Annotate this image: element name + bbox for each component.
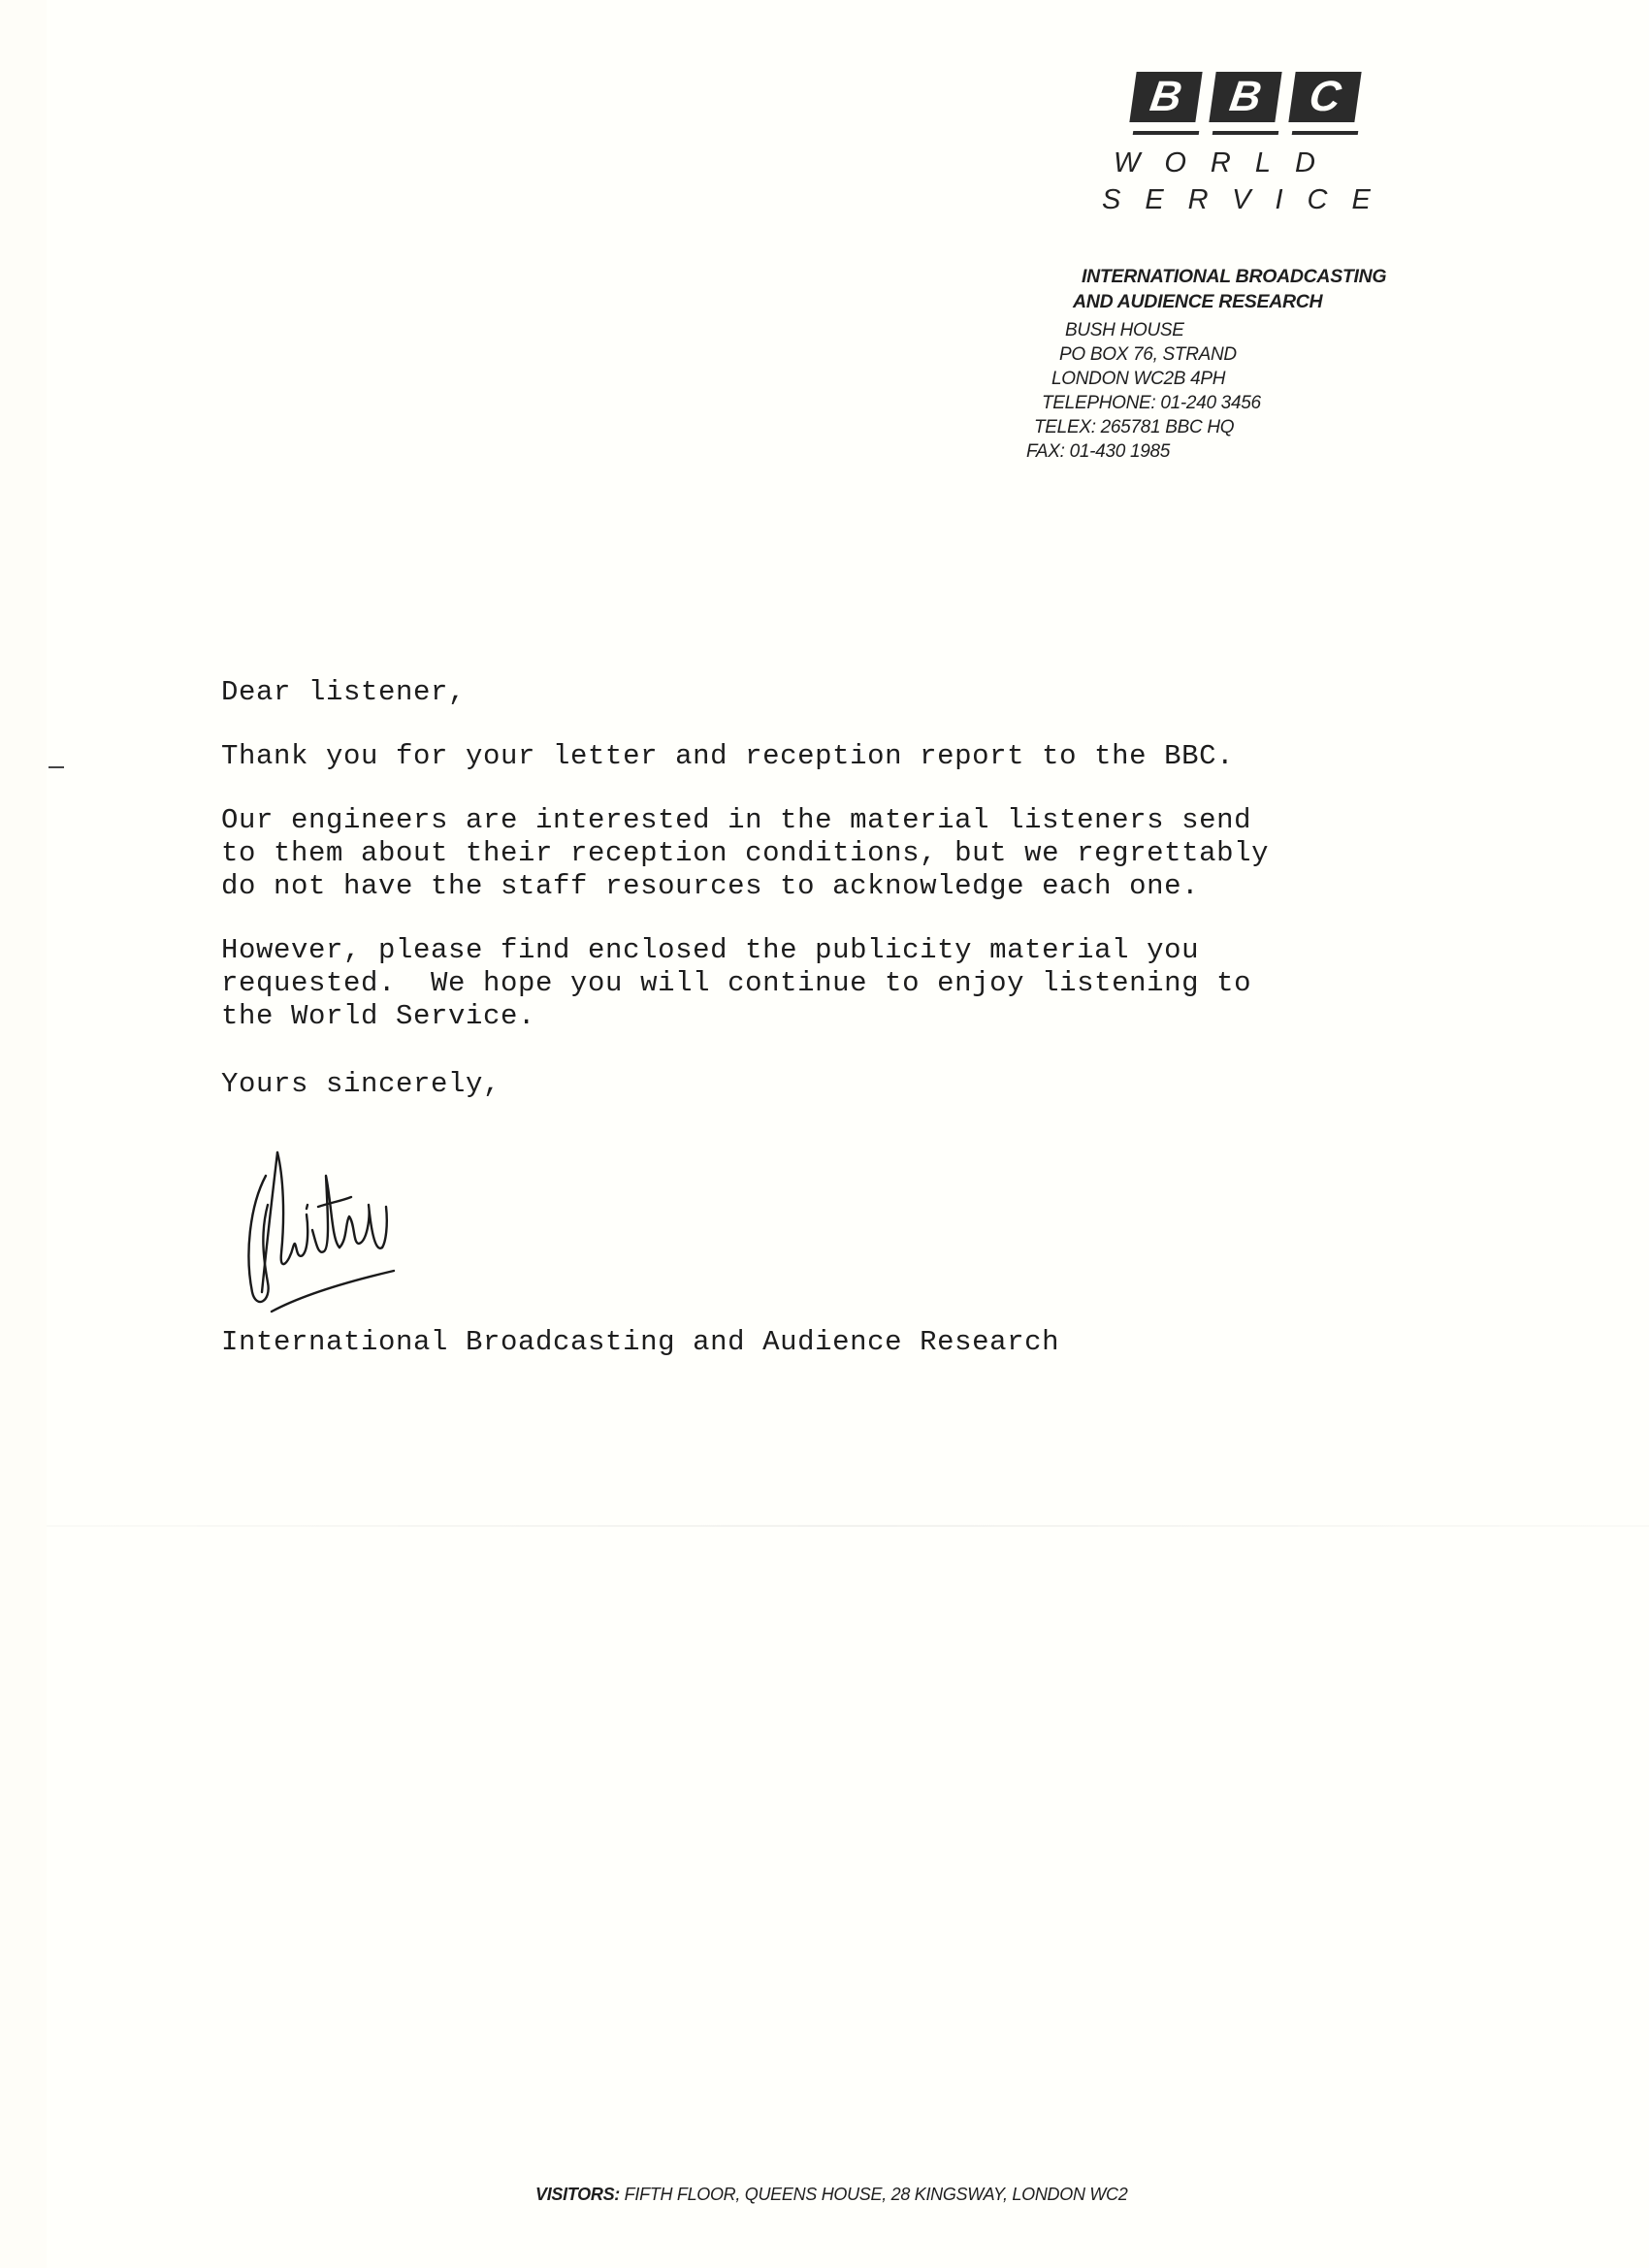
fold-line [47,1525,1649,1527]
paragraph-2-line: to them about their reception conditions, but we regrettably [221,837,1270,869]
logo-underline [1292,131,1359,135]
paragraph-3-line: requested. We hope you will continue to enjoy listening to [221,967,1252,999]
logo-service-text: SERVICE [1102,184,1395,215]
paper-sheet [47,0,1649,2268]
paragraph-3-line: However, please find enclosed the publicity material you [221,934,1200,966]
salutation: Dear listener, [221,676,467,708]
signatory: International Broadcasting and Audience Research [221,1326,1060,1358]
paragraph-2-line: Our engineers are interested in the material listeners send [221,804,1252,836]
paragraph-1: Thank you for your letter and reception report to the BBC. [221,740,1235,772]
margin-mark [48,766,64,768]
address-line: LONDON WC2B 4PH [1051,369,1226,389]
paragraph-3-line: the World Service. [221,1000,536,1032]
logo-letter-b2: B [1209,72,1281,122]
handwritten-signature [239,1147,452,1319]
closing: Yours sincerely, [221,1068,501,1100]
fax-line: FAX: 01-430 1985 [1026,441,1171,462]
telephone-line: TELEPHONE: 01-240 3456 [1042,393,1261,413]
footer-label: VISITORS: [535,2185,620,2204]
telex-line: TELEX: 265781 BBC HQ [1034,417,1235,437]
paragraph-2-line: do not have the staff resources to acknowledge each one. [221,870,1200,902]
logo-letter-c: C [1288,72,1361,122]
address-line: PO BOX 76, STRAND [1059,344,1237,365]
visitors-footer [535,2185,1127,2205]
logo-underline [1133,131,1200,135]
logo-world-text: WORLD [1114,147,1340,178]
address-line: BUSH HOUSE [1065,320,1184,340]
bbc-logo [1133,72,1366,142]
logo-underline [1212,131,1279,135]
logo-letter-b1: B [1129,72,1202,122]
footer-address: FIFTH FLOOR, QUEENS HOUSE, 28 KINGSWAY, LONDON WC2 [619,2185,1128,2204]
department-line-2: AND AUDIENCE RESEARCH [1073,291,1323,312]
department-line-1: INTERNATIONAL BROADCASTING [1082,266,1387,287]
